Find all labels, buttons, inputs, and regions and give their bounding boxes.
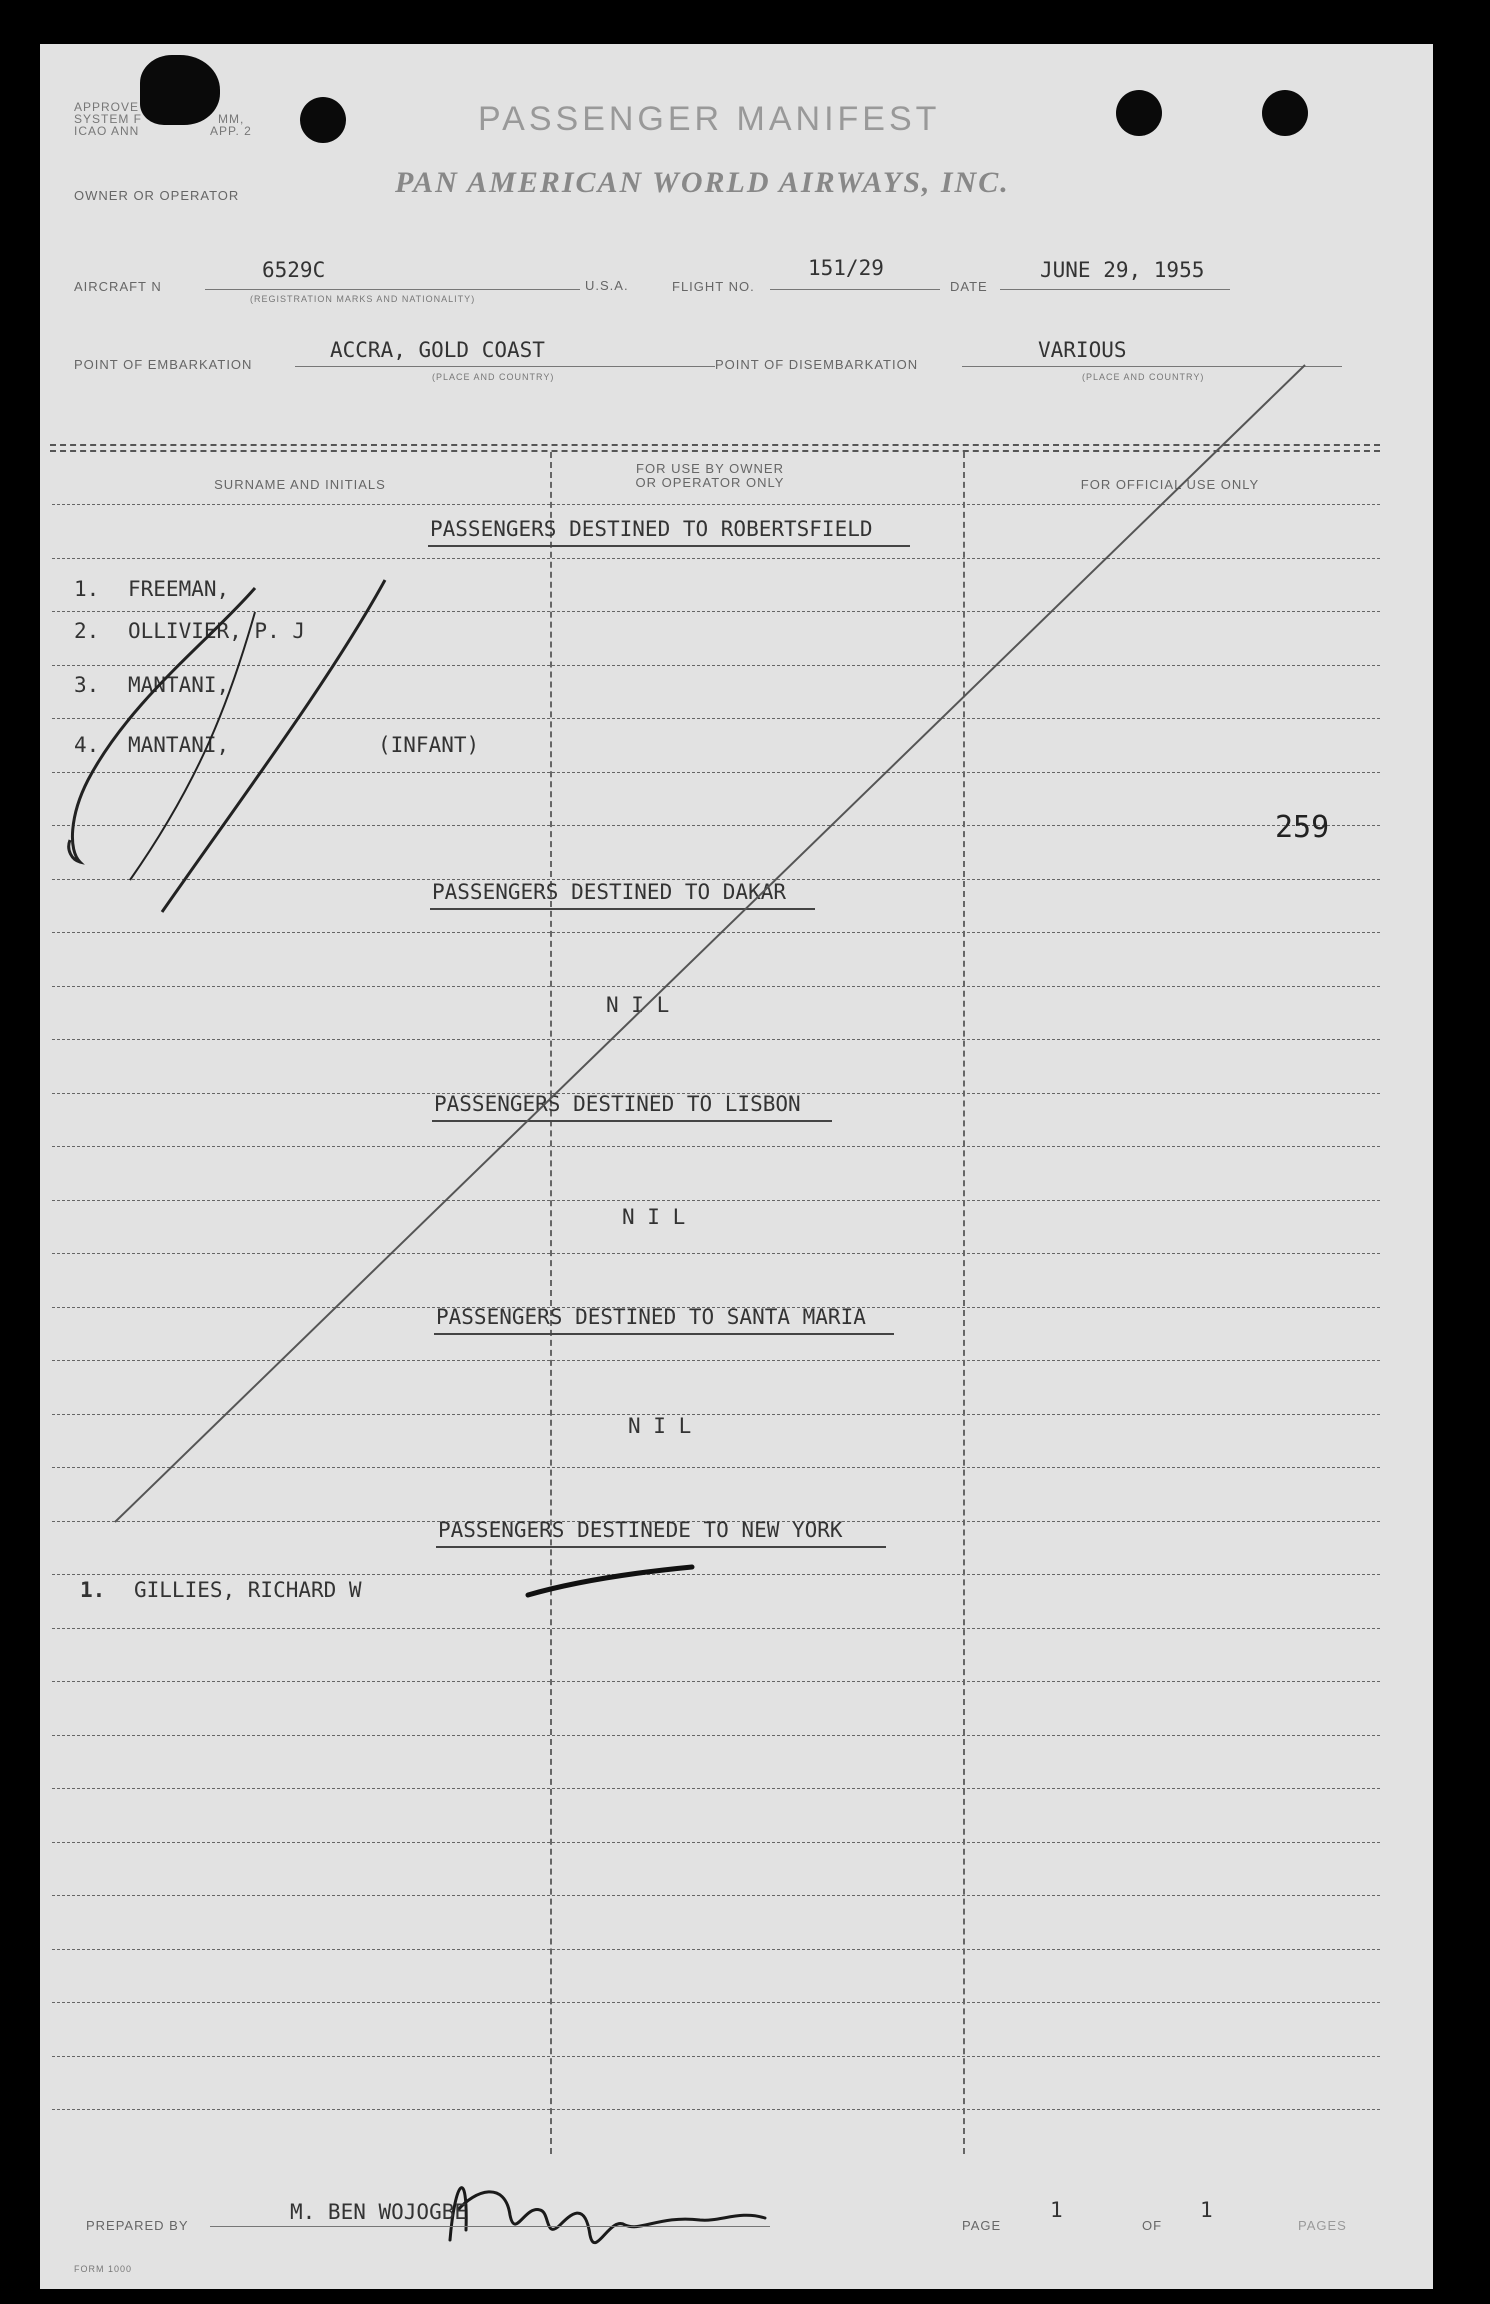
embark-label: POINT OF EMBARKATION bbox=[74, 357, 253, 372]
passenger-name: FREEMAN, bbox=[128, 577, 230, 601]
flight-value: 151/29 bbox=[808, 256, 884, 280]
passenger-name: MANTANI, bbox=[128, 733, 230, 757]
form-title: PASSENGER MANIFEST bbox=[478, 100, 941, 138]
column-header-official: FOR OFFICIAL USE ONLY bbox=[1080, 477, 1260, 492]
section-heading-dakar: PASSENGERS DESTINED TO DAKAR bbox=[432, 880, 787, 904]
passenger-number: 1. bbox=[80, 1578, 106, 1602]
aircraft-value: 6529C bbox=[262, 258, 326, 282]
airline-name: PAN AMERICAN WORLD AIRWAYS, INC. bbox=[395, 166, 1010, 199]
signature bbox=[450, 2188, 765, 2243]
section-heading-new-york: PASSENGERS DESTINEDE TO NEW YORK bbox=[438, 1518, 843, 1542]
form-number: FORM 1000 bbox=[74, 2264, 133, 2274]
page-label: PAGE bbox=[962, 2218, 1002, 2233]
approval-suffix-1: MM, bbox=[218, 112, 245, 126]
passenger-name: GILLIES, RICHARD W bbox=[134, 1578, 362, 1602]
handwritten-count: 259 bbox=[1275, 810, 1330, 845]
approval-line-1: APPROVE bbox=[74, 100, 140, 114]
approval-line-2: SYSTEM F bbox=[74, 112, 143, 126]
pages-label: PAGES bbox=[1298, 2218, 1347, 2233]
embark-value: ACCRA, GOLD COAST bbox=[330, 338, 545, 362]
column-header-owner-use-2: OR OPERATOR ONLY bbox=[635, 475, 785, 490]
date-label: DATE bbox=[950, 279, 988, 294]
date-value: JUNE 29, 1955 bbox=[1040, 258, 1205, 282]
nil-lisbon: N I L bbox=[622, 1205, 686, 1229]
embark-place-note: (PLACE AND COUNTRY) bbox=[432, 372, 555, 382]
owner-label: OWNER OR OPERATOR bbox=[74, 188, 240, 203]
prepared-by-label: PREPARED BY bbox=[86, 2218, 189, 2233]
cancel-diagonal-line bbox=[115, 365, 1305, 1522]
section-heading-robertsfield: PASSENGERS DESTINED TO ROBERTSFIELD bbox=[430, 517, 873, 541]
disembark-label: POINT OF DISEMBARKATION bbox=[715, 357, 919, 372]
passenger-note: (INFANT) bbox=[378, 733, 480, 757]
disembark-value: VARIOUS bbox=[1038, 338, 1127, 362]
passenger-number: 4. bbox=[74, 733, 100, 757]
page-value: 1 bbox=[1050, 2198, 1063, 2222]
passenger-number: 1. bbox=[74, 577, 100, 601]
aircraft-label: AIRCRAFT N bbox=[74, 279, 162, 294]
disembark-place-note: (PLACE AND COUNTRY) bbox=[1082, 372, 1205, 382]
passenger-number: 2. bbox=[74, 619, 100, 643]
section-heading-lisbon: PASSENGERS DESTINED TO LISBON bbox=[434, 1092, 801, 1116]
nil-santa-maria: N I L bbox=[628, 1414, 692, 1438]
nil-dakar: N I L bbox=[606, 993, 670, 1017]
prepared-by-value: M. BEN WOJOGBE bbox=[290, 2200, 468, 2224]
flight-label: FLIGHT NO. bbox=[672, 279, 755, 294]
section-heading-santa-maria: PASSENGERS DESTINED TO SANTA MARIA bbox=[436, 1305, 866, 1329]
passenger-number: 3. bbox=[74, 673, 100, 697]
dash-stroke bbox=[528, 1567, 692, 1595]
approval-line-3: ICAO ANN bbox=[74, 124, 140, 138]
passenger-name: MANTANI, bbox=[128, 673, 230, 697]
approval-suffix-2: APP. 2 bbox=[210, 124, 252, 138]
passenger-name: OLLIVIER, P. J bbox=[128, 619, 306, 643]
check-stroke-2 bbox=[162, 580, 385, 912]
of-value: 1 bbox=[1200, 2198, 1213, 2222]
of-label: OF bbox=[1142, 2218, 1163, 2233]
column-header-owner-use-1: FOR USE BY OWNER bbox=[636, 461, 784, 476]
registration-note: (REGISTRATION MARKS AND NATIONALITY) bbox=[250, 294, 476, 304]
usa-label: U.S.A. bbox=[585, 278, 629, 293]
column-header-surname: SURNAME AND INITIALS bbox=[214, 477, 386, 492]
